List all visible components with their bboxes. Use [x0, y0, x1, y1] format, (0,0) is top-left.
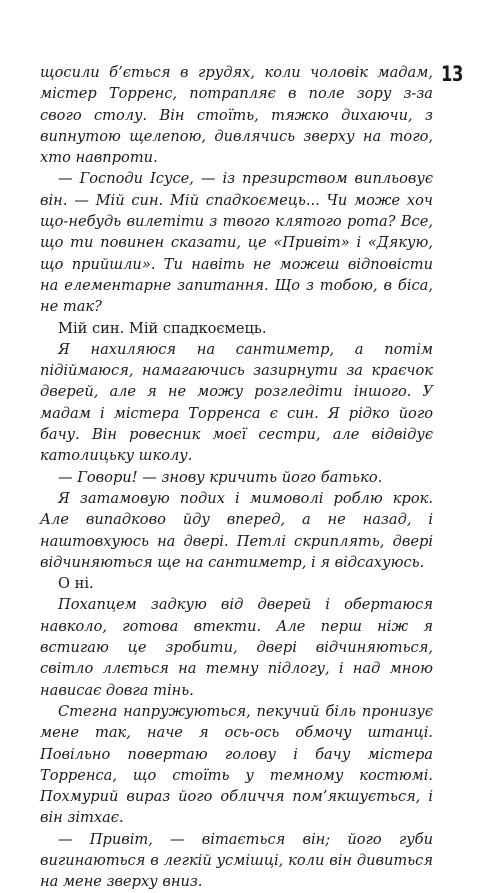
paragraph: Я нахиляюся на сантиметр, а потім підіймаюся, намагаючись зазирнути за краєчок дверей, але я не можу розгледіти іншого. У мадам і містера Торренса є син. Я рідко його бачу. Він ровесник моєї сестри, але відвідує католицьку школу.: [40, 340, 433, 465]
paragraph: Я затамовую подих і мимоволі роблю крок. Але випадково йду вперед, а не назад, і наштовхуюсь на двері. Петлі скриплять, двері відчиняються ще на сантиметр, і я відсахуюсь.: [40, 489, 433, 571]
page-number: 13: [441, 62, 464, 86]
paragraph: щосили б’ється в грудях, коли чоловік мадам, містер Торренс, потрапляє в поле зору з-за свого столу. Він стоїть, тяжко дихаючи, з випнутою щелепою, дивлячись зверху на того, хто навпроти.: [40, 64, 433, 167]
paragraph: Стегна напружуються, пекучий біль пронизує мене так, наче я ось-ось обмочу штанці. Повільно повертаю голову і бачу містера Торренса, що стоїть у темному костюмі. Похмурий вираз його обличчя пом’якшується, і він зітхає.: [40, 702, 433, 827]
body-text: [40, 62, 433, 893]
paragraph: — Говори! — знову кричить його батько.: [58, 468, 383, 486]
paragraph: О ні.: [58, 575, 94, 593]
paragraph: — Привіт, — вітається він; його губи вигинаються в легкій усмішці, коли він дивиться на мене зверху вниз.: [40, 830, 433, 891]
paragraph: — Господи Ісусе, — із презирством випльовує він. — Мій син. Мій спадкоємець... Чи може хоч що-небудь вилетіти з твого клятого рота? Все, що ти повинен сказати, це «Привіт» і «Дякую, що прийшли». Ти навіть не можеш відповісти на елементарне запитання. Що з тобою, в біса, не так?: [40, 170, 433, 316]
paragraph: Мій син. Мій спадкоємець.: [58, 319, 267, 337]
paragraph: Похапцем задкую від дверей і обертаюся навколо, готова втекти. Але перш ніж я встигаю це зробити, двері відчиняються, світло ллється на темну підлогу, і над мною нависає довга тінь.: [40, 596, 433, 699]
